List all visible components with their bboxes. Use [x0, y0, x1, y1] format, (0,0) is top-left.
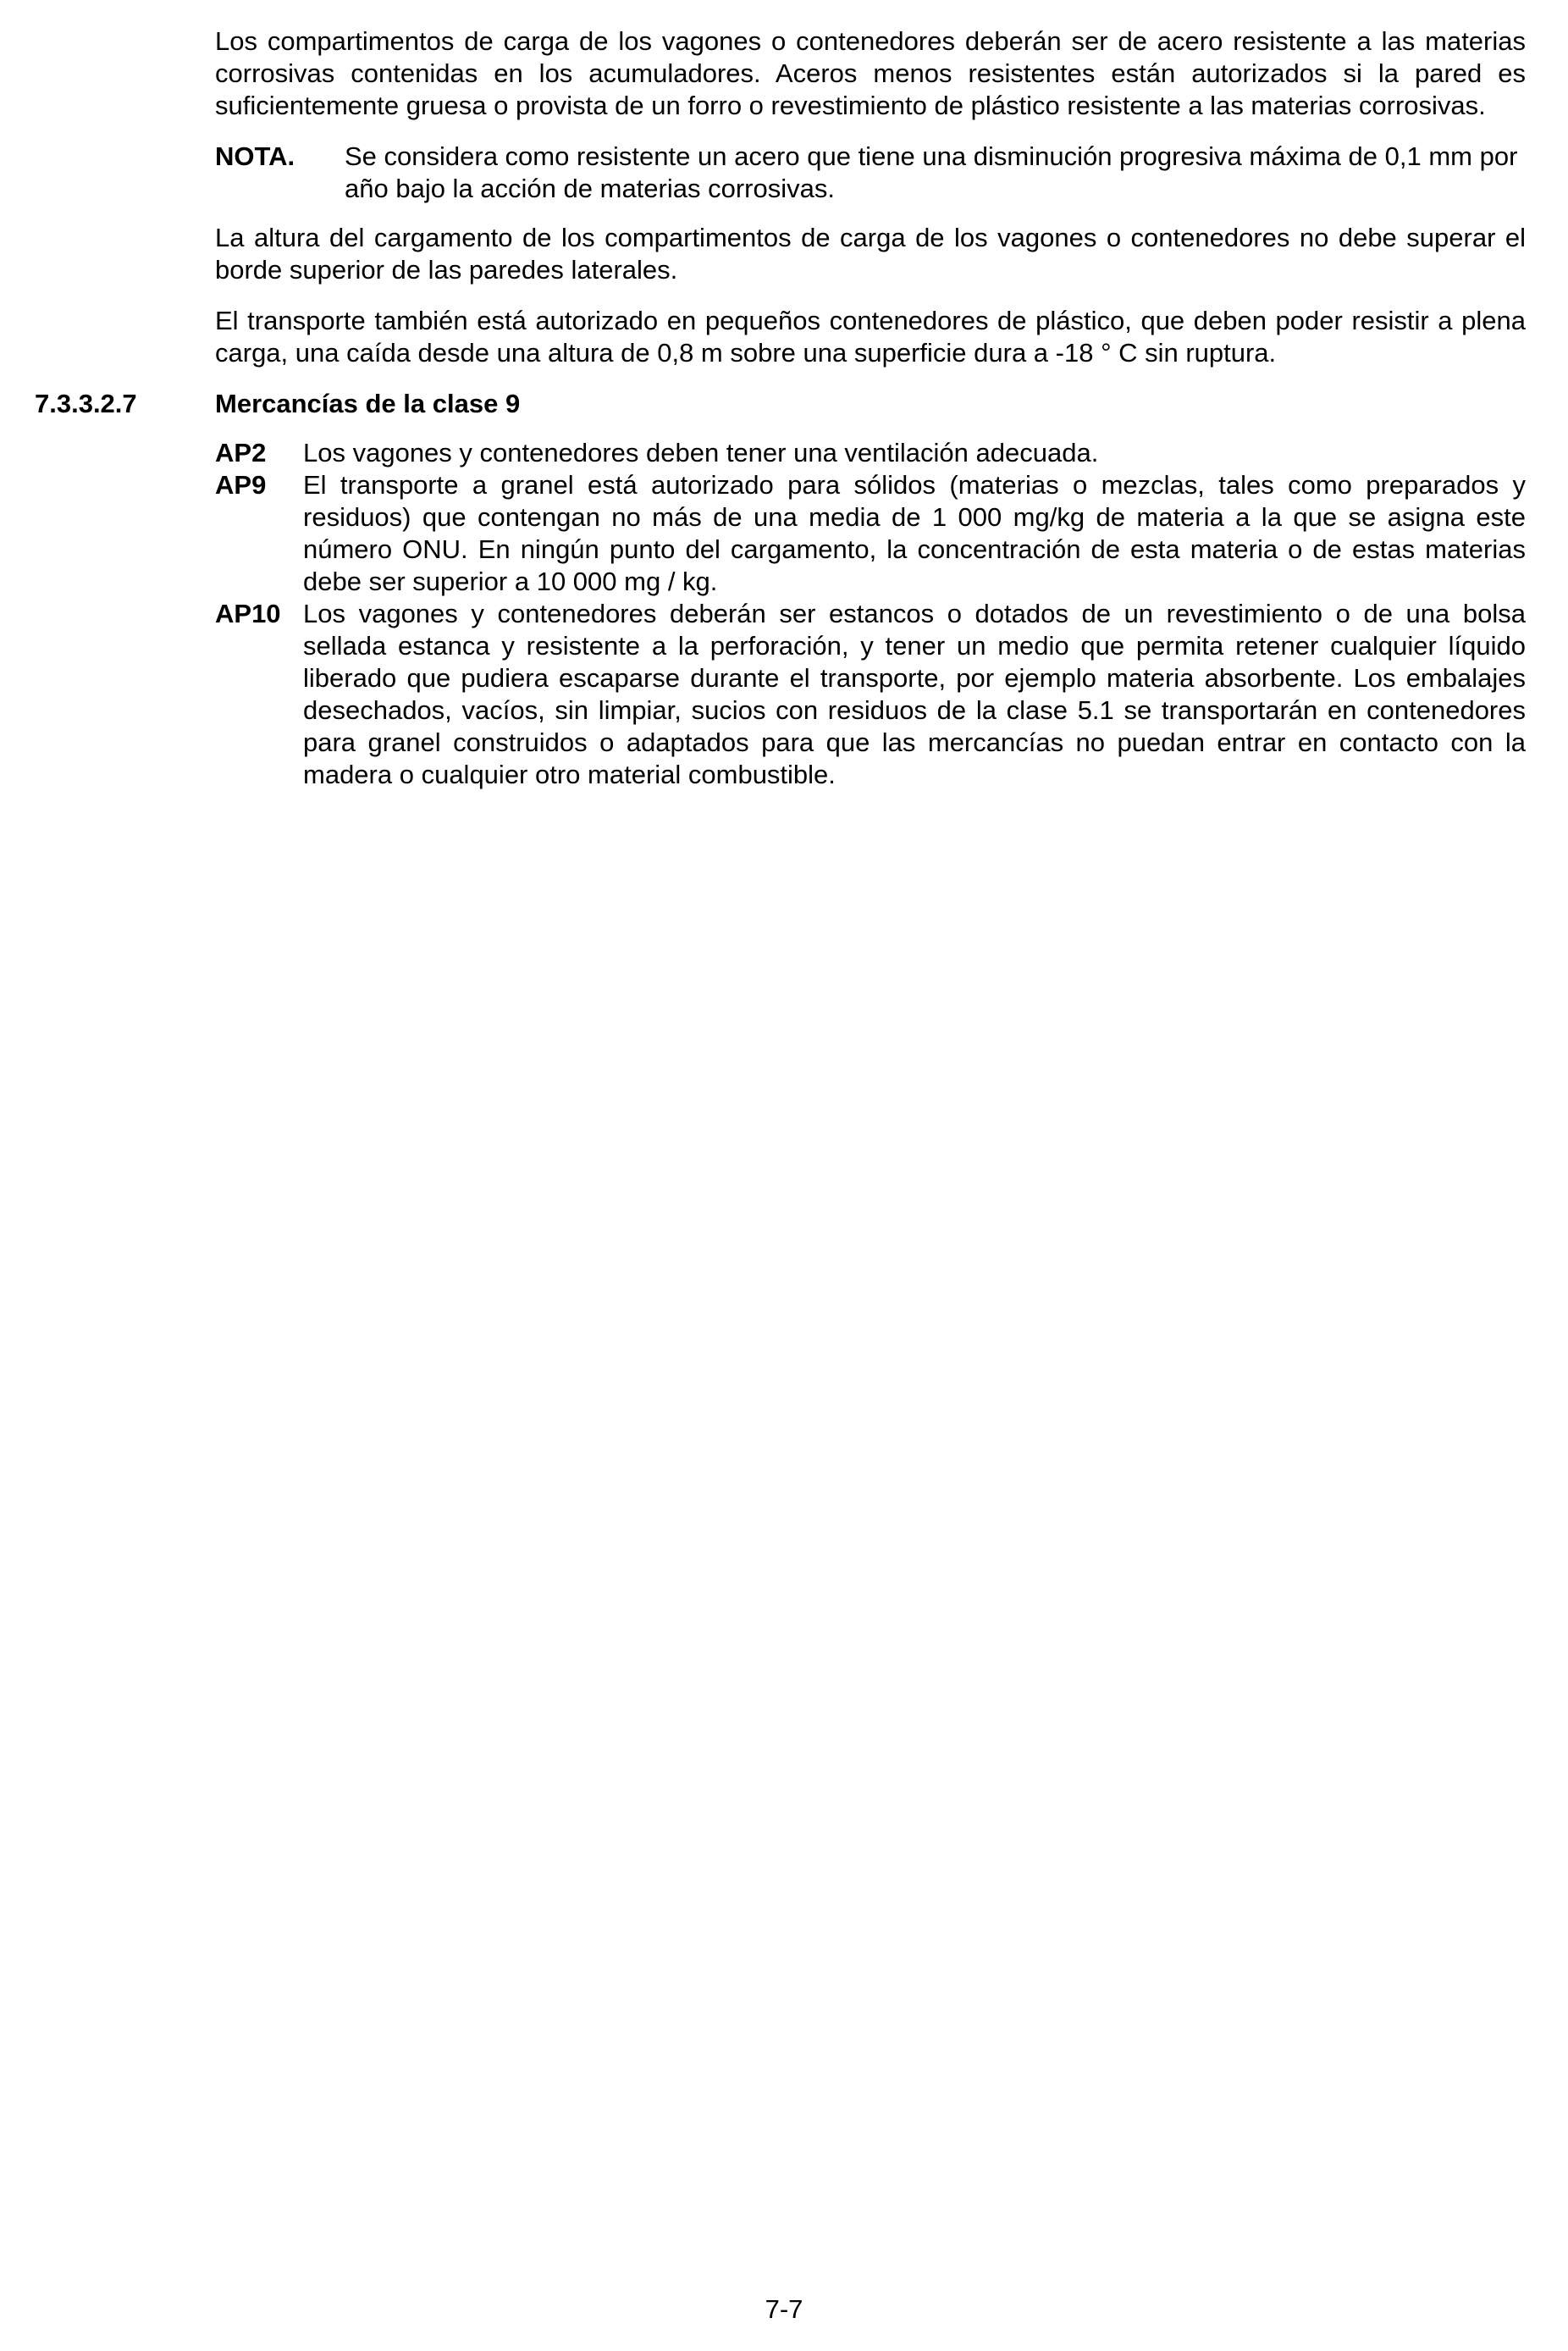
provision-code: AP9 — [215, 470, 267, 500]
provision-ap10 — [215, 598, 1526, 791]
section-number: 7.3.3.2.7 — [35, 389, 137, 418]
section-heading — [35, 388, 1526, 420]
paragraph-load-height: La altura del cargamento de los compartimentos de carga de los vagones o contenedores no debe superar el borde superior de las paredes laterales. — [215, 223, 1526, 285]
provision-text: El transporte a granel está autorizado para sólidos (materias o mezclas, tales como preparados y residuos) que contengan no más de una media de 1 000 mg/kg de materia a la que se asigna este número ONU. En ningún punto del cargamento, la concentración de esta materia o de estas materias debe ser superior a 10 000 mg / kg. — [303, 470, 1526, 596]
note-text: Se considera como resistente un acero que tiene una disminución progresiva máxima de 0,1 mm por año bajo la acción de materias corrosivas. — [345, 141, 1518, 203]
paragraph-plastic-containers: El transporte también está autorizado en pequeños contenedores de plástico, que deben poder resistir a plena carga, una caída desde una altura de 0,8 m sobre una superficie dura a -18 ° C sin ruptura. — [215, 306, 1526, 368]
provision-code: AP10 — [215, 599, 281, 628]
paragraph-corrosive-steel: Los compartimentos de carga de los vagones o contenedores deberán ser de acero resistente a las materias corrosivas contenidas en los acumuladores. Aceros menos resistentes están autorizados si la pared es suficientemente gruesa o provista de un forro o revestimiento de plástico resistente a las materias corrosivas. — [215, 26, 1526, 120]
section-title: Mercancías de la clase 9 — [215, 389, 521, 418]
provision-code: AP2 — [215, 438, 267, 467]
note-block — [215, 141, 1526, 205]
note-label: NOTA. — [215, 141, 295, 171]
page-number: 7-7 — [765, 2294, 803, 2324]
document-body — [35, 25, 1526, 791]
provision-ap2 — [215, 437, 1526, 469]
provision-text: Los vagones y contenedores deberán ser estancos o dotados de un revestimiento o de una bolsa sellada estanca y resistente a la perforación, y tener un medio que permita retener cualquier líquido liberado que pudiera escaparse durante el transporte, por ejemplo materia absorbente. Los embalajes desechados, vacíos, sin limpiar, sucios con residuos de la clase 5.1 se transportarán en contenedores para granel construidos o adaptados para que las mercancías no puedan entrar en contacto con la madera o cualquier otro material combustible. — [303, 599, 1526, 789]
provision-text: Los vagones y contenedores deben tener una ventilación adecuada. — [303, 438, 1099, 467]
provision-ap9 — [215, 469, 1526, 598]
